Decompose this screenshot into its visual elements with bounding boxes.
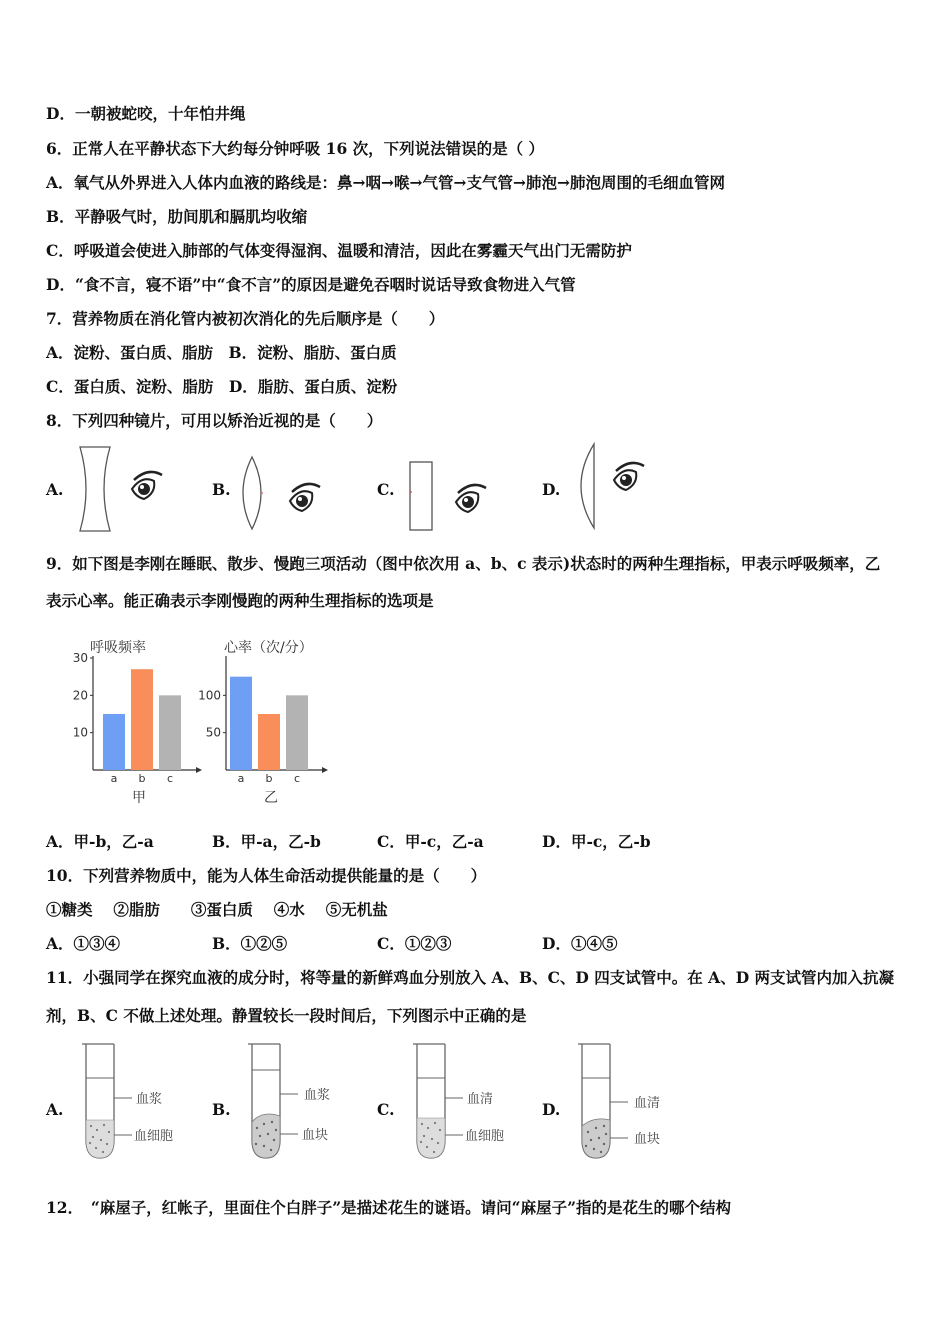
eye-icon: [132, 472, 162, 499]
q9-option-b: B．甲-a，乙-b: [212, 832, 321, 851]
flat-lens-figure: [408, 460, 508, 535]
label-top: 血浆: [304, 1088, 331, 1103]
x-tick-label: c: [166, 772, 174, 785]
q9-option-d: D．甲-c，乙-b: [542, 832, 651, 851]
q11-label-b: B.: [212, 1100, 231, 1119]
q9-option-a: A．甲-b，乙-a: [46, 832, 154, 851]
test-tube-b: [242, 1040, 362, 1165]
y-tick-label: 100: [198, 688, 221, 703]
eye-icon: [290, 484, 320, 511]
q8-label-b: B.: [212, 480, 231, 499]
label-bottom: 血块: [302, 1128, 329, 1143]
q10-option-d: D．①④⑤: [542, 934, 618, 953]
x-tick-label: b: [265, 772, 273, 785]
q6-option-b: B．平静吸气时，肋间肌和膈肌均收缩: [46, 207, 308, 226]
x-tick-label: b: [138, 772, 146, 785]
q6-option-c: C．呼吸道会使进入肺部的气体变得湿润、温暖和清洁，因此在雾霾天气出门无需防护: [46, 241, 632, 260]
q11-label-a: A.: [46, 1100, 64, 1119]
q6-stem: 6．正常人在平静状态下大约每分钟呼吸 16 次，下列说法错误的是（ ）: [46, 139, 545, 158]
y-tick-label: 30: [72, 651, 88, 665]
q10-stem: 10．下列营养物质中，能为人体生命活动提供能量的是（ ）: [46, 866, 487, 885]
test-tube-a: [76, 1040, 196, 1165]
q10-option-a: A．①③④: [46, 934, 121, 953]
x-tick-label: a: [237, 772, 245, 785]
bar-b: [131, 669, 153, 770]
label-bottom: 血块: [634, 1132, 661, 1147]
respiration-rate-chart: [60, 636, 210, 806]
q10-items: ①糖类 ②脂肪 ③蛋白质 ④水 ⑤无机盐: [46, 900, 388, 919]
heart-rate-chart: [190, 636, 340, 806]
q7-stem: 7．营养物质在消化管内被初次消化的先后顺序是（ ）: [46, 309, 445, 328]
q8-stem: 8．下列四种镜片，可用以矫治近视的是（ ）: [46, 411, 383, 430]
q11-label-d: D.: [542, 1100, 561, 1119]
q11-stem-line1: 11．小强同学在探究血液的成分时，将等量的新鲜鸡血分别放入 A、B、C、D 四支试管中。在 A、D 两支试管内加入抗凝: [46, 968, 895, 987]
q9-stem-line1: 9．如下图是李刚在睡眠、散步、慢跑三项活动（图中依次用 a、b、c 表示)状态时的两种生理指标，甲表示呼吸频率，乙: [46, 554, 881, 573]
bar-a: [103, 714, 125, 770]
x-tick-label: a: [110, 772, 118, 785]
q10-option-c: C．①②③: [377, 934, 452, 953]
plano-convex-lens-figure: [570, 440, 670, 535]
eye-icon: [456, 485, 486, 512]
q9-stem-line2: 表示心率。能正确表示李刚慢跑的两种生理指标的选项是: [46, 591, 434, 610]
bar-c: [159, 695, 181, 770]
bar-a: [230, 677, 252, 770]
label-bottom: 血细胞: [134, 1129, 174, 1144]
q8-label-c: C.: [377, 480, 395, 499]
label-top: 血清: [634, 1096, 661, 1111]
q7-options-row2: C．蛋白质、淀粉、脂肪 D．脂肪、蛋白质、淀粉: [46, 377, 398, 396]
y-tick-label: 50: [205, 725, 221, 740]
q11-label-c: C.: [377, 1100, 395, 1119]
q6-option-d: D．“食不言，寝不语”中“食不言”的原因是避免吞咽时说话导致食物进入气管: [46, 275, 576, 294]
y-tick-label: 10: [72, 725, 88, 740]
convex-lens-figure: [240, 455, 340, 535]
q8-label-d: D.: [542, 480, 561, 499]
eye-icon: [614, 463, 644, 490]
chart-title: 心率（次/分）: [224, 640, 313, 656]
chart-caption: 乙: [264, 790, 278, 806]
label-bottom: 血细胞: [465, 1129, 505, 1144]
label-top: 血清: [467, 1092, 494, 1107]
bar-c: [286, 695, 308, 770]
chart-title: 呼吸频率: [90, 640, 146, 656]
concave-lens-figure: [76, 445, 176, 535]
x-tick-label: c: [293, 772, 301, 785]
q8-label-a: A.: [46, 480, 64, 499]
q7-options-row1: A．淀粉、蛋白质、脂肪 B．淀粉、脂肪、蛋白质: [46, 343, 397, 362]
q11-stem-line2: 剂，B、C 不做上述处理。静置较长一段时间后，下列图示中正确的是: [46, 1006, 527, 1025]
q12-stem: 12． “麻屋子，红帐子，里面住个白胖子”是描述花生的谜语。请问“麻屋子”指的是花生的哪个结构: [46, 1198, 731, 1217]
chart-caption: 甲: [132, 790, 146, 806]
q5-option-d: D．一朝被蛇咬，十年怕井绳: [46, 104, 246, 123]
test-tube-d: [572, 1040, 692, 1165]
q6-option-a: A．氧气从外界进入人体内血液的路线是：鼻→咽→喉→气管→支气管→肺泡→肺泡周围的毛细血管网: [46, 173, 725, 192]
label-top: 血浆: [136, 1092, 163, 1107]
q10-option-b: B．①②⑤: [212, 934, 288, 953]
bar-b: [258, 714, 280, 770]
test-tube-c: [407, 1040, 527, 1165]
q9-option-c: C．甲-c，乙-a: [377, 832, 484, 851]
y-tick-label: 20: [72, 688, 88, 703]
